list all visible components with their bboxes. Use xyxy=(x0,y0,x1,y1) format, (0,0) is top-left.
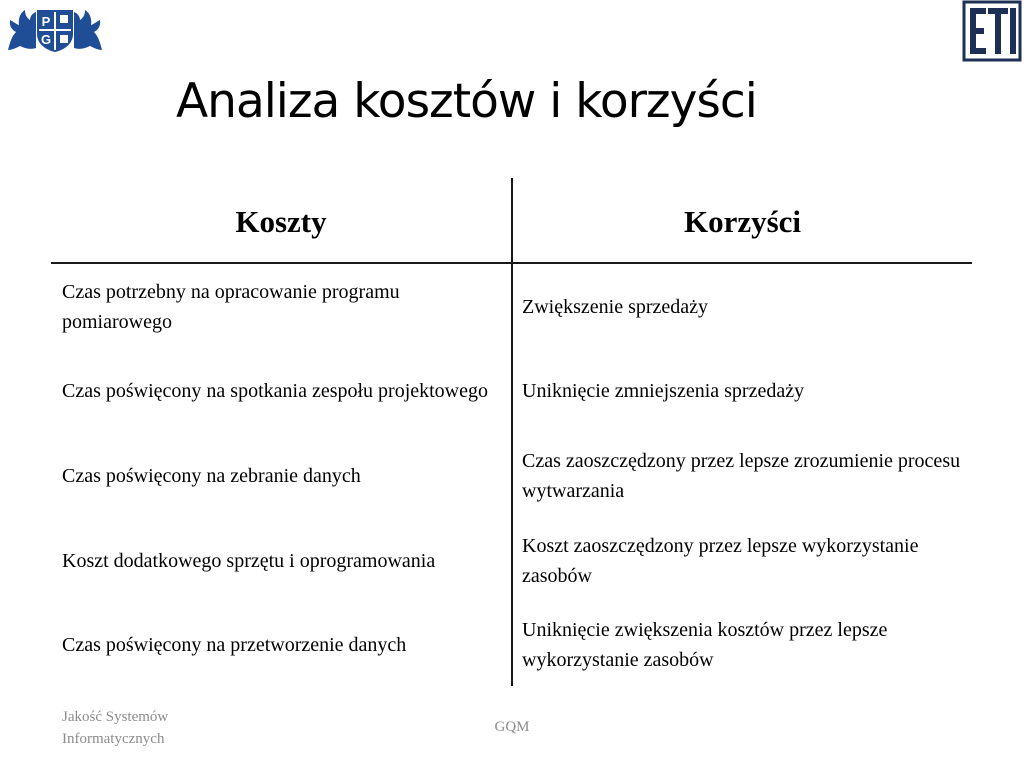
eti-logo-icon xyxy=(962,0,1022,62)
table-cell-cost: Koszt dodatkowego sprzętu i oprogramowania xyxy=(62,550,436,572)
footer-topic: GQM xyxy=(494,719,530,735)
slide-title: Analiza kosztów i korzyści xyxy=(176,74,757,129)
table-cell-cost: Czas poświęcony na przetworzenie danych xyxy=(62,634,407,656)
table-cell-cost: Czas poświęcony na zebranie danych xyxy=(62,465,361,487)
table-cell-benefit: Uniknięcie zwiększenia kosztów przez lepsze wykorzystanie zasobów xyxy=(522,619,888,671)
column-header-costs: Koszty xyxy=(235,204,327,239)
svg-text:P: P xyxy=(41,14,51,29)
table-cell-cost: Czas poświęcony na spotkania zespołu projektowego xyxy=(62,380,489,402)
table-cell-benefit: Czas zaoszczędzony przez lepsze zrozumienie procesu wytwarzania xyxy=(522,450,961,502)
table-cell-benefit: Koszt zaoszczędzony przez lepsze wykorzystanie zasobów xyxy=(522,535,919,587)
pg-crest-logo-icon xyxy=(6,4,104,54)
column-header-benefits: Korzyści xyxy=(683,204,802,239)
table-cell-benefit: Uniknięcie zmniejszenia sprzedaży xyxy=(522,380,805,402)
table-column-divider xyxy=(511,178,513,686)
svg-text:G: G xyxy=(40,32,52,47)
table-header-rule xyxy=(51,262,972,264)
footer-course-name: Jakość Systemów Informatycznych xyxy=(62,709,169,747)
table-cell-benefit: Zwiększenie sprzedaży xyxy=(522,296,709,318)
table-cell-cost: Czas potrzebny na opracowanie programu pomiarowego xyxy=(62,281,400,333)
